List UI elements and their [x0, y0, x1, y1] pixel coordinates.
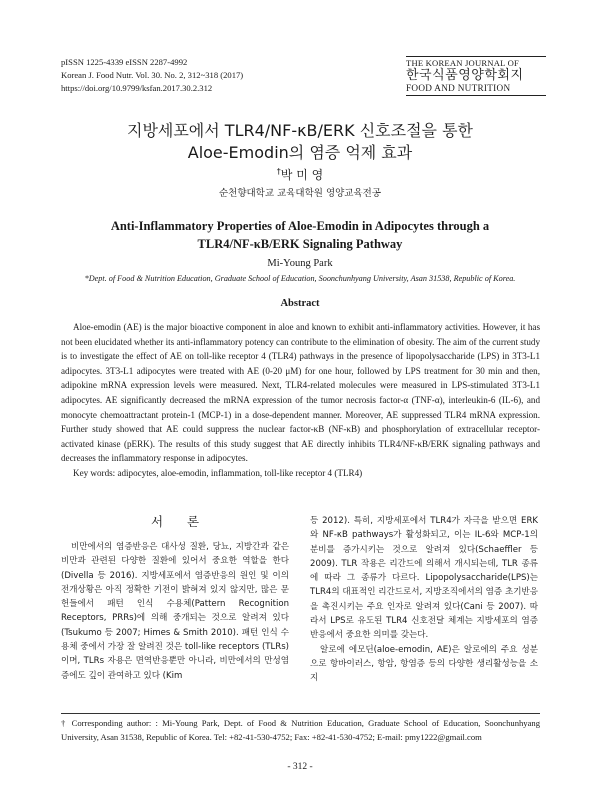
logo-line-2: 한국식품영양학회지 [406, 68, 524, 83]
intro-paragraph-2: 알로에 에모딘(aloe-emodin, AE)은 알로에의 주요 성분으로 항바이러스, 항암, 항염증 등의 다양한 생리활성능을 소지 [310, 644, 538, 684]
korean-affiliation: 순천향대학교 교육대학원 영양교육전공 [218, 188, 382, 199]
keywords: Key words: adipocytes, aloe-emodin, inflammation, toll-like receptor 4 (TLR4) [73, 467, 363, 478]
section-heading-introduction: 서 론 [150, 514, 210, 529]
body-column-right [310, 514, 538, 686]
english-author: Mi-Young Park [267, 258, 333, 269]
korean-author [0, 166, 600, 183]
english-title-line-2: TLR4/NF-κB/ERK Signaling Pathway [197, 237, 403, 251]
korean-title-line-2: Aloe-Emodin의 염증 억제 효과 [187, 143, 413, 162]
body-column-left [61, 514, 289, 683]
logo-bottom-rule [406, 95, 546, 96]
citation-line: Korean J. Food Nutr. Vol. 30. No. 2, 312~318 (2017) [61, 70, 244, 80]
korean-title-line-1: 지방세포에서 TLR4/NF-κB/ERK 신호조절을 통한 [126, 121, 474, 140]
journal-logo [406, 56, 546, 96]
english-title [0, 217, 600, 253]
intro-paragraph-1: 비만에서의 염증반응은 대사성 질환, 당뇨, 지방간과 같은 비만과 관련된 다양한 질환에 있어서 중요한 역할을 한다(Divella 등 2016). 지방세포에서 염증반응의 원인 및 이의 전개상황은 아직 정확한 기전이 밝혀져 있지 않지만, 많은 문헌들에서 패턴 인식 수용체(Pattern Recognition Receptors, PRRs)에 의해 중개되는 것으로 알려져 있다(Tsukumo 등 2007; Himes & Smith 2010). 패턴 인식 수용체 중에서 가장 잘 알려진 것은 toll-like receptors (TLRs)이며, TLRs 자용은 면역반응뿐만 아니라, 비만에서의 만성염증에도 깊이 관여하고 있다 (Kim [61, 542, 289, 681]
intro-paragraph-continued: 등 2012). 특히, 지방세포에서 TLR4가 자극을 받으면 ERK와 NF-κB pathways가 활성화되고, 이는 IL-6와 MCP-1의 분비를 증가시키는 것으로 알려져 있다(Schaeffler 등 2009). TLR 작용은 리간드에 의해서 개시되는데, TLR 종류에 따라 그 종류가 다르다. Lipopolysaccharide(LPS)는 TLR4의 대표적인 리간드로서, 지방조직에서의 염증 초기반응을 촉진시키는 주요 인자로 알려져 있다(Cani 등 2007). 따라서 LPS로 유도된 TLR4 신호전달 체계는 지방세포의 염증반응에서 중요한 의미를 갖는다. [310, 516, 538, 641]
corresponding-marker: † [276, 167, 281, 176]
footnote-rule [61, 713, 540, 714]
korean-title [0, 120, 600, 164]
page-number: - 312 - [287, 762, 313, 772]
issn-line: pISSN 1225-4339 eISSN 2287-4992 [61, 57, 188, 67]
english-title-line-1: Anti-Inflammatory Properties of Aloe-Emodin in Adipocytes through a [110, 219, 490, 233]
corresponding-author-footnote: † Corresponding author: : Mi-Young Park, Dept. of Food & Nutrition Education, Graduate School of Education, Soonchunhyang University, Asan 31538, Republic of Korea. Tel: +82-41-530-4752; Fax: +82-41-530-4752; E-mail: pmy1222@gmail.com [61, 718, 540, 742]
korean-author-name: 박 미 영 [280, 168, 324, 182]
abstract-heading: Abstract [280, 298, 320, 309]
doi-link[interactable]: https://doi.org/10.9799/ksfan.2017.30.2.312 [61, 83, 213, 93]
abstract-body: Aloe-emodin (AE) is the major bioactive component in aloe and known to exhibit anti-inflammatory activities. However, it has not been elucidated whether its anti-inflammatory potency can contribute to the elimination of obesity. The aim of the current study is to investigate the effect of AE on toll-like receptor 4 (TLR4) pathways in the presence of lipopolysaccharide (LPS) in 3T3-L1 adipocytes. 3T3-L1 adipocytes were treated with AE (0-20 μM) for one hour, followed by LPS treatment for 30 min and then, adipokine mRNA expression levels were measured. Next, TLR4-related molecules were measured in LPS-stimulated 3T3-L1 adipocytes. AE significantly decreased the mRNA expression of the tumor necrosis factor-α (TNF-α), interleukin-6 (IL-6), and monocyte chemoattractant protein-1 (MCP-1) in a dose-dependent manner. Moreover, AE suppressed TLR4 mRNA expression. Further study showed that AE could suppress the nuclear factor-κB (NF-κB) and phosphorylation of extracellular receptor-activated kinase (pERK). The results of this study suggest that AE directly inhibits TLR4/NF-κB/ERK signaling pathways and decreases the inflammatory response in adipocytes. [61, 322, 540, 464]
english-affiliation: *Dept. of Food & Nutrition Education, Graduate School of Education, Soonchunhyang University, Asan 31538, Republic of Korea. [84, 274, 516, 283]
logo-line-3: FOOD AND NUTRITION [406, 83, 511, 93]
article-metadata [61, 56, 243, 95]
logo-line-1: THE KOREAN JOURNAL OF [406, 58, 519, 68]
abstract-section [61, 320, 540, 481]
